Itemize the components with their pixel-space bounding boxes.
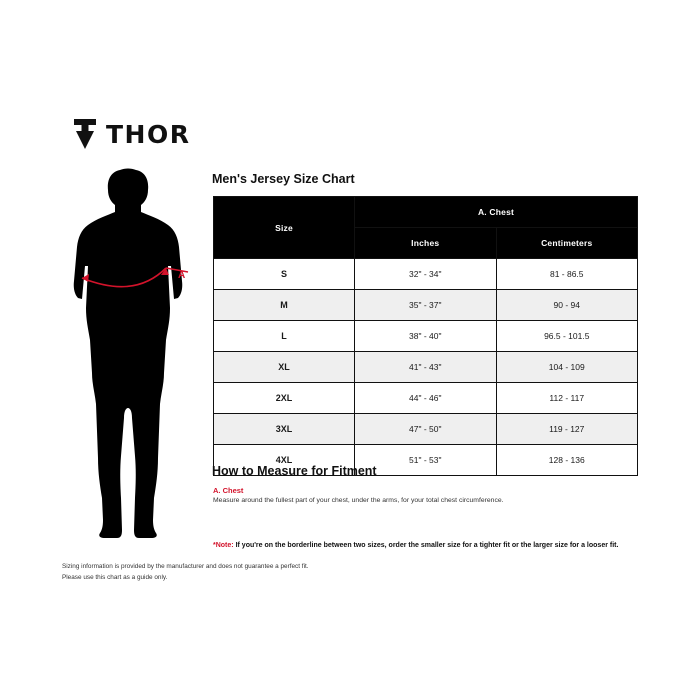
sizing-note [213,542,618,549]
howto-section-label: A. Chest [213,486,244,495]
column-header-size: Size [214,197,355,259]
cell-centimeters: 90 - 94 [496,290,638,321]
cell-centimeters: 112 - 117 [496,383,638,414]
cell-inches: 32" - 34" [355,259,497,290]
column-header-inches: Inches [355,228,497,259]
chest-measure-label: A [178,270,186,281]
size-chart-table [213,196,638,476]
howto-body-text: Measure around the fullest part of your chest, under the arms, for your total chest circumference. [213,497,504,504]
brand-logo [72,118,190,150]
table-row [214,290,638,321]
cell-centimeters: 104 - 109 [496,352,638,383]
cell-centimeters: 128 - 136 [496,445,638,476]
cell-inches: 38" - 40" [355,321,497,352]
cell-inches: 51" - 53" [355,445,497,476]
table-header [214,197,638,259]
table-header-row-1 [214,197,638,228]
cell-size: S [214,259,355,290]
cell-size: 3XL [214,414,355,445]
table-row [214,414,638,445]
cell-size: XL [214,352,355,383]
cell-centimeters: 96.5 - 101.5 [496,321,638,352]
table-row [214,383,638,414]
column-header-centimeters: Centimeters [496,228,638,259]
table-row [214,321,638,352]
cell-centimeters: 119 - 127 [496,414,638,445]
disclaimer-line-2: Please use this chart as a guide only. [62,573,168,581]
cell-size: 2XL [214,383,355,414]
table-row [214,259,638,290]
note-tag: *Note: [213,542,234,549]
cell-centimeters: 81 - 86.5 [496,259,638,290]
body-silhouette [62,168,202,548]
disclaimer [62,562,462,584]
cell-inches: 41" - 43" [355,352,497,383]
cell-inches: 35" - 37" [355,290,497,321]
thor-hammer-icon [72,118,98,150]
cell-inches: 44" - 46" [355,383,497,414]
howto-title: How to Measure for Fitment [212,464,377,478]
cell-inches: 47" - 50" [355,414,497,445]
note-text: If you're on the borderline between two sizes, order the smaller size for a tighter fit or the larger size for a looser fit. [235,542,619,549]
table-row [214,352,638,383]
disclaimer-line-1: Sizing information is provided by the manufacturer and does not guarantee a perfect fit. [62,563,309,570]
table-body [214,259,638,476]
brand-name: THOR [106,119,191,149]
column-header-chest-group: A. Chest [355,197,638,228]
cell-size: M [214,290,355,321]
page-title: Men's Jersey Size Chart [212,172,355,186]
cell-size: 4XL [214,445,355,476]
cell-size: L [214,321,355,352]
